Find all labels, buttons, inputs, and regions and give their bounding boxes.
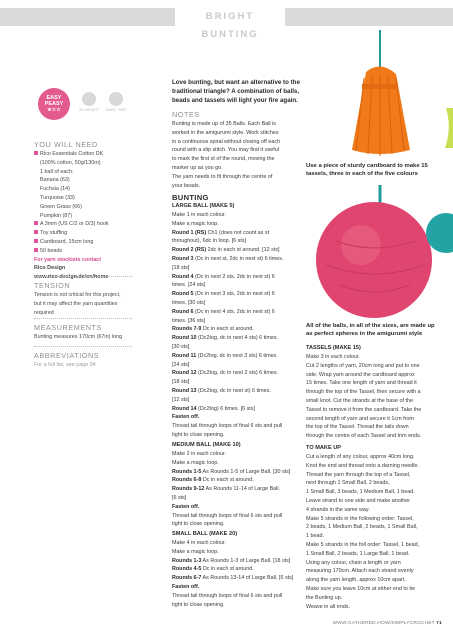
instruction-line: Thread tail through loops of final 6 sts and pull (172, 423, 283, 430)
skill-stars: ★☆☆ (47, 107, 61, 113)
instruction-line: Round 14 (Dc2tog) 6 times. [6 sts] (172, 405, 255, 412)
instruction-line: next through 1 Small Ball, 2 beads, (306, 480, 390, 487)
abbreviations-heading: ABBREVIATIONS (34, 351, 100, 360)
instruction-line: 2 beads, 1 Medium Ball, 2 beads, 1 Small Ball, (306, 524, 418, 531)
instruction-line: tight to close opening. (172, 601, 225, 608)
instruction-line: Using any colour, chain a length or yarn (306, 559, 401, 566)
notes-heading: NOTES (172, 110, 200, 119)
instruction-line: small knot. Cut the strands at the base of the (306, 397, 413, 404)
instruction-line: 4 strands in the same way. (306, 506, 370, 513)
instruction-line: Rounds 6-8 Dc in each st around. (172, 477, 254, 484)
divider (34, 276, 132, 277)
page-number: 71 (436, 621, 442, 626)
instruction-line: through the centre of each Tassel and trim ends. (306, 433, 422, 440)
instruction-line: Rounds 4-5 Dc in each st around. (172, 566, 254, 573)
instruction-line: measuring 170cm. Attach each strand evenly (306, 568, 414, 575)
page-title: BRIGHT BUNTING (175, 8, 285, 26)
stockists-line: For yarn stockists contact (34, 256, 102, 263)
instruction-line: Rounds 1-3 As Rounds 1-3 of Large Ball. [18 sts] (172, 557, 291, 564)
instruction-line: [24 sts] (172, 361, 190, 368)
instruction-line: tight to close opening. (172, 431, 225, 438)
instruction-line: Round 13 (Dc2tog, dc in next st) 6 times. (172, 387, 271, 394)
instruction-line: Make 2 in each colour. (172, 451, 226, 457)
medium-ball-instructions (172, 450, 304, 529)
tension-text: Tension is not critical for this project, but it may affect the yarn quantities required (34, 292, 121, 316)
instruction-line: Fasten off. (172, 414, 200, 421)
material-item: A 3mm (US C/2 or D/3) hook (34, 220, 154, 229)
bullet-icon (34, 239, 38, 243)
instruction-line: through the top of the Tassel, then secure with a (306, 389, 421, 396)
skill-badge-label: EASY PEASY (44, 95, 64, 108)
materials-list (34, 150, 154, 282)
instruction-line: [12 sts] (172, 396, 190, 403)
instruction-line: Make 1 in each colour. (172, 212, 226, 218)
footer-url: WWW.GATHERED.HOW/SIMPLYCROCHET (332, 621, 435, 626)
instruction-line: Round 2 (RS) 2dc in each st around. [12 sts] (172, 247, 280, 254)
colour-item: Green Grass (66) (40, 203, 82, 210)
yarn-detail: (100% cotton, 50g/130m) (40, 159, 101, 166)
instruction-line: Make a magic loop. (172, 459, 219, 466)
yarn-line: Rico Essentials Cotton DK (34, 150, 154, 159)
stockist-url[interactable]: www.rico-design.de/en/home (34, 274, 109, 281)
instruction-line: Fasten off. (172, 503, 200, 510)
colour-item: Pumpkin (87) (40, 212, 73, 219)
instruction-line: Rounds 1-5 As Rounds 1-5 of Large Ball. [30 sts] (172, 468, 291, 475)
instruction-line: Round 12 (Dc2tog, dc in next 2 sts) 6 times. (172, 370, 279, 377)
large-ball-instructions (172, 211, 304, 440)
instruction-line: Weave in all ends. (306, 603, 350, 610)
instruction-line: Fasten off. (172, 583, 200, 590)
instruction-line: Rounds 6-7 As Rounds 13-14 of Large Ball. [6 sts] (172, 575, 294, 582)
bunting-heading: BUNTING (172, 193, 209, 202)
colour-item: Banana (63) (40, 177, 70, 184)
bullet-icon (34, 221, 38, 225)
caption-tassels: Use a piece of sturdy cardboard to make 15 tassels, three in each of the five colours (306, 163, 428, 178)
instruction-line: 15 times. Take one length of yarn and thread it (306, 380, 417, 387)
colour-item: Fuchsia (14) (40, 186, 70, 193)
instruction-line: [30 sts] (172, 343, 190, 350)
instruction-line: [18 sts] (172, 379, 190, 386)
abbreviations-text: For a full list, see page 94 (34, 362, 96, 368)
tassels-instructions (306, 353, 448, 441)
instruction-line: Make a magic loop. (172, 548, 219, 555)
dial-icon (109, 92, 123, 106)
instruction-line: [18 sts] (172, 264, 190, 271)
instruction-line: Make 3 in each colour. (306, 354, 360, 360)
instruction-line: 1 bead. (306, 533, 324, 540)
colour-intro: 1 ball of each: (40, 168, 74, 175)
bullet-icon (34, 151, 38, 155)
material-item: 50 beads (34, 247, 154, 256)
small-ball-heading: SMALL BALL (MAKE 20) (172, 531, 238, 537)
divider (34, 318, 132, 319)
measurements-text: Bunting measures 170cm (67in) long (34, 334, 123, 340)
instruction-line: Knot the end and thread onto a darning needle. (306, 462, 419, 469)
weight-label: 3/5 WEIGHT (78, 108, 100, 112)
instruction-line: times. [30 sts] (172, 299, 206, 306)
pink-ball-photo (306, 185, 453, 320)
material-item: Cardboard, 15cm long (34, 238, 154, 247)
footer (282, 621, 442, 626)
instruction-line: the top of the Tassel. Thread the tails down (306, 424, 409, 431)
instruction-line: [6 sts] (172, 494, 187, 501)
bullet-icon (34, 230, 38, 234)
weight-icon (82, 92, 96, 106)
instruction-line: times. [24 sts] (172, 282, 206, 289)
instruction-line: Cut a length of any colour, approx 40cm long. (306, 454, 415, 460)
instruction-line: Make 5 strands in the following order: Tassel, (306, 515, 414, 522)
instruction-line: Round 5 (Dc in next 3 sts, 2dc in next st) 6 (172, 291, 275, 298)
intro-text: Love bunting, but want an alternative to the traditional triangle? A combination of balls, beads and tassels will light your fire again. (172, 79, 300, 105)
instruction-line: Round 1 (RS) Ch1 (does not count as st (172, 229, 270, 236)
instruction-line: side. Wrap yarn around the cardboard approx (306, 371, 415, 378)
instruction-line: throughout), 6dc in loop. [6 sts] (172, 238, 247, 245)
material-item: Toy stuffing (34, 229, 154, 238)
instruction-line: Round 3 (Dc in next st, 2dc in next st) 6 times. (172, 255, 284, 262)
dial-label: MAKE TIME (106, 108, 126, 112)
tassel-photo (306, 30, 453, 158)
instruction-line: Make 4 in each colour. (172, 540, 226, 546)
skill-badge (38, 88, 70, 120)
instruction-line: Cut 2 lengths of yarn, 20cm long and put to one (306, 362, 420, 369)
make-up-instructions (306, 453, 448, 611)
tassels-heading: TASSELS (MAKE 15) (306, 345, 361, 351)
instruction-line: Round 6 (Dc in next 4 sts, 2dc in next st) 6 (172, 308, 275, 315)
notes-text: Bunting is made up of 35 Balls. Each Ball is worked in the amigurumi style. Work stitches in a continuous spiral without closing off each round with a slip stitch. You may find it useful to mark the first st of the round, moving the marker up as you go. The yarn needs to fit through the centre of your beads. (172, 121, 281, 189)
stockist-name: Rico Design (34, 265, 66, 272)
instruction-line: Round 4 (Dc in next 2 sts, 2dc in next st) 6 (172, 273, 275, 280)
instruction-line: Rounds 9-12 As Rounds 11-14 of Large Ball. (172, 486, 281, 493)
instruction-line: 1 Small Ball, 2 beads, 1 Large Ball, 1 bead. (306, 550, 410, 557)
instruction-line: along the yarn length, approx 10cm apart. (306, 577, 406, 584)
large-ball-heading: LARGE BALL (MAKE 5) (172, 203, 235, 209)
make-up-heading: TO MAKE UP (306, 445, 342, 451)
instruction-line: tight to close opening. (172, 521, 225, 528)
tension-heading: TENSION (34, 281, 71, 290)
instruction-line: Round 11 (Dc2tog, dc in next 3 sts) 6 times. (172, 352, 278, 359)
small-ball-instructions (172, 539, 304, 609)
measurements-heading: MEASUREMENTS (34, 323, 102, 332)
instruction-line: Make sure you leave 10cm at either end to tie (306, 585, 416, 592)
instruction-line: second length of yarn and secure it 1cm from (306, 415, 414, 422)
instruction-line: the Bunting up. (306, 594, 343, 601)
caption-balls: All of the balls, in all of the sizes, are made up as perfect spheres in the amigurumi style (306, 323, 435, 338)
instruction-line: Round 10 (Dc2tog, dc in next 4 sts) 6 times. (172, 335, 279, 342)
instruction-line: Make 5 strands in the foll order: Tassel, 1 bead, (306, 541, 420, 548)
you-will-need-heading: YOU WILL NEED (34, 140, 98, 149)
divider (34, 346, 132, 347)
medium-ball-heading: MEDIUM BALL (MAKE 10) (172, 442, 241, 448)
colour-item: Turquoise (33) (40, 194, 75, 201)
instruction-line: times. [36 sts] (172, 317, 206, 324)
instruction-line: 1 Small Ball, 3 beads, 1 Medium Ball, 1 bead. (306, 489, 415, 496)
instruction-line: Thread tail through loops of final 6 sts and pull (172, 512, 283, 519)
instruction-line: Make a magic loop. (172, 220, 219, 227)
instruction-line: Rounds 7-9 Dc in each st around. (172, 326, 254, 333)
instruction-line: Thread tail through loops of final 6 sts and pull (172, 592, 283, 599)
instruction-line: Tassel to remove it from the cardboard. Take the (306, 406, 422, 413)
instruction-line: Leave strand to one side and make another (306, 497, 410, 504)
instruction-line: Thread the yarn through the top of a Tassel, (306, 471, 411, 478)
bullet-icon (34, 248, 38, 252)
